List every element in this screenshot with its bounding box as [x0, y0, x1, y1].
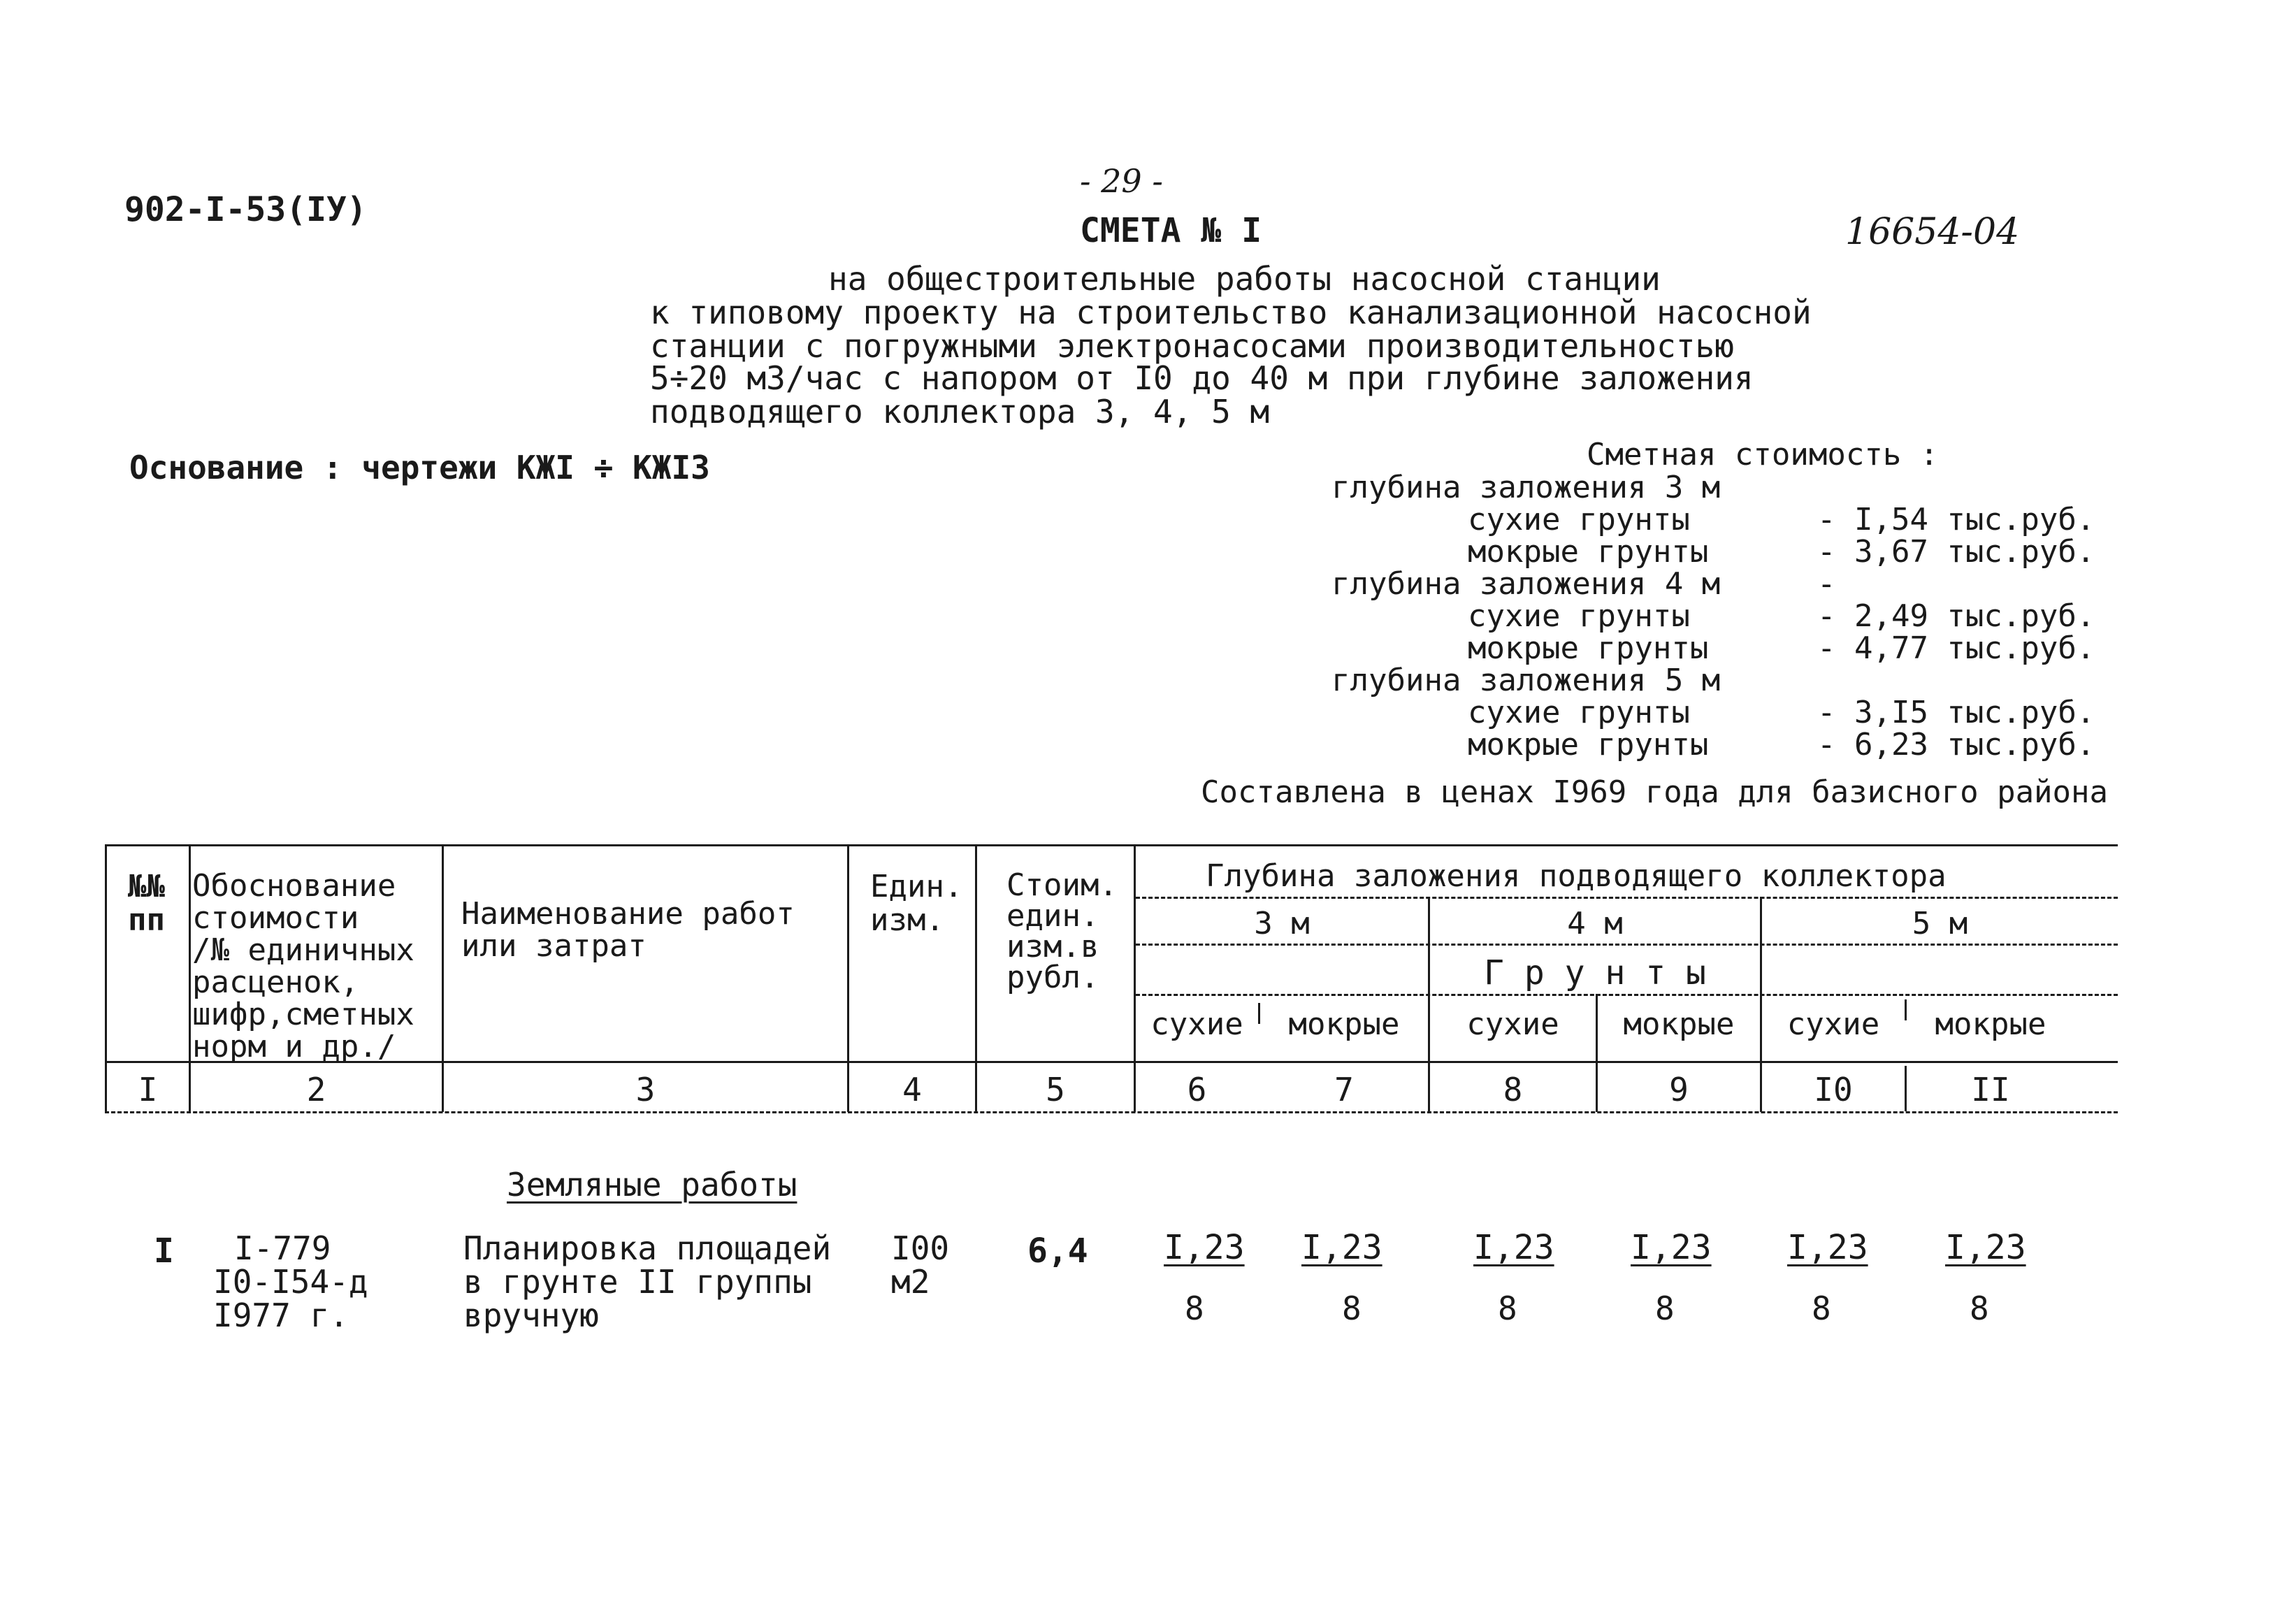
- table-top-rule: [105, 844, 2118, 846]
- basis-text: I977 г.: [213, 1296, 349, 1334]
- handwritten-number: 16654-04: [1845, 211, 2020, 253]
- column-number: 7: [1334, 1071, 1354, 1108]
- soil-type-header: сухие: [1150, 1006, 1243, 1042]
- header-text: пп: [128, 902, 165, 938]
- column-number: 8: [1503, 1071, 1523, 1108]
- table-rule: [1136, 944, 2118, 946]
- table-rule: [1136, 994, 2118, 996]
- prices-note: Составлена в ценах I969 года для базисного района: [1201, 774, 2109, 810]
- row-value: I,23: [1631, 1228, 1712, 1267]
- soil-type-header: сухие: [1786, 1006, 1880, 1042]
- header-col1: [128, 870, 165, 937]
- estimate-value: - 3,67 тыс.руб.: [1817, 534, 2095, 570]
- subtitle-line: на общестроительные работы насосной станции: [828, 260, 1661, 298]
- unit-text: м2: [891, 1263, 930, 1301]
- header-text: изм.: [870, 902, 944, 938]
- column-number: I: [138, 1071, 158, 1108]
- column-number: 5: [1046, 1071, 1065, 1108]
- soil-type-header: сухие: [1466, 1006, 1559, 1042]
- header-text: шифр,сметных: [192, 997, 414, 1032]
- row-value: I,23: [1473, 1228, 1554, 1267]
- depth-header-5m: 5 м: [1912, 906, 1968, 941]
- depth-group-label: глубина заложения 3 м: [1331, 470, 1721, 505]
- soil-type-label: мокрые грунты: [1468, 534, 1709, 570]
- column-number: 6: [1187, 1071, 1207, 1108]
- row-subvalue: 8: [1970, 1289, 1989, 1327]
- work-name-text: в грунте II группы: [463, 1263, 812, 1301]
- column-number: I0: [1814, 1071, 1853, 1108]
- header-col3: [461, 898, 795, 962]
- basis-text: I-779: [234, 1229, 331, 1267]
- header-text: или затрат: [461, 928, 647, 964]
- header-text: №№: [128, 869, 165, 904]
- header-text: норм и др./: [192, 1029, 396, 1064]
- header-col2: [192, 870, 414, 1063]
- estimate-heading: Сметная стоимость :: [1587, 437, 1939, 472]
- header-text: Стоим.: [1006, 867, 1118, 903]
- estimate-value: - 4,77 тыс.руб.: [1817, 630, 2095, 666]
- soil-type-header: мокрые: [1935, 1006, 2046, 1042]
- basis-text: I0-I54-д: [213, 1263, 368, 1301]
- work-name-text: Планировка площадей: [463, 1229, 832, 1267]
- table-bottom-rule: [105, 1111, 2118, 1113]
- page-title: СМЕТА № I: [1080, 211, 1262, 250]
- unit-text: I00: [891, 1229, 950, 1267]
- subtitle-line: подводящего коллектора 3, 4, 5 м: [650, 393, 1270, 431]
- row-value: I,23: [1164, 1228, 1245, 1267]
- row-subvalue: 8: [1342, 1289, 1362, 1327]
- soil-type-label: мокрые грунты: [1468, 630, 1709, 666]
- soil-type-label: сухие грунты: [1468, 598, 1690, 634]
- row-unit: [891, 1231, 949, 1299]
- header-text: рубл.: [1006, 960, 1099, 995]
- table-rule: [1136, 897, 2118, 899]
- depth-header-3m: 3 м: [1254, 906, 1310, 941]
- soil-type-header: мокрые: [1288, 1006, 1400, 1042]
- header-text: Обоснование: [192, 868, 396, 904]
- work-name-text: вручную: [463, 1296, 599, 1334]
- row-subvalue: 8: [1185, 1289, 1204, 1327]
- depth-header-4m: 4 м: [1567, 906, 1623, 941]
- header-text: Наименование работ: [461, 896, 795, 932]
- column-number: 2: [306, 1071, 326, 1108]
- row-value: I,23: [1945, 1228, 2026, 1267]
- row-subvalue: 8: [1655, 1289, 1675, 1327]
- header-text: един.: [1006, 898, 1099, 934]
- subtitle-line: станции с погружными электронасосами производительностью: [650, 327, 1734, 365]
- depth-group-header: Глубина заложения подводящего коллектора: [1206, 858, 1947, 894]
- document-code: 902-I-53(IУ): [124, 190, 367, 229]
- estimate-value: - 3,I5 тыс.руб.: [1817, 695, 2095, 730]
- header-col5: [1006, 867, 1118, 995]
- row-number: I: [154, 1231, 174, 1271]
- soils-header: Г р у н т ы: [1484, 953, 1706, 992]
- soil-type-label: сухие грунты: [1468, 695, 1690, 730]
- row-subvalue: 8: [1812, 1289, 1831, 1327]
- header-text: расценок,: [192, 964, 359, 1000]
- depth-group-label: глубина заложения 4 м: [1331, 566, 1721, 602]
- subtitle-line: к типовому проекту на строительство канализационной насосной: [650, 294, 1812, 331]
- header-col4: [870, 870, 962, 937]
- depth-group-label: глубина заложения 5 м: [1331, 663, 1721, 698]
- soil-type-label: сухие грунты: [1468, 502, 1690, 537]
- column-number: 9: [1669, 1071, 1689, 1108]
- header-text: /№ единичных: [192, 932, 414, 968]
- section-title: Земляные работы: [507, 1166, 797, 1204]
- estimate-value: - 6,23 тыс.руб.: [1817, 727, 2095, 763]
- header-text: Един.: [870, 869, 963, 904]
- row-value: I,23: [1301, 1228, 1382, 1267]
- row-basis: [213, 1231, 368, 1332]
- page-number: - 29 -: [1080, 162, 1163, 200]
- column-number: 4: [902, 1071, 922, 1108]
- estimate-value: - I,54 тыс.руб.: [1817, 502, 2095, 537]
- row-work-name: [463, 1231, 831, 1332]
- column-number: II: [1971, 1071, 2010, 1108]
- row-subvalue: 8: [1498, 1289, 1517, 1327]
- row-value: I,23: [1787, 1228, 1868, 1267]
- basis-line: Основание : чертежи КЖI ÷ КЖI3: [129, 449, 710, 486]
- estimate-dash: -: [1817, 566, 1836, 602]
- soil-type-header: мокрые: [1623, 1006, 1735, 1042]
- subtitle-line: 5÷20 м3/час с напором от I0 до 40 м при глубине заложения: [650, 359, 1754, 397]
- header-text: стоимости: [192, 900, 359, 936]
- estimate-value: - 2,49 тыс.руб.: [1817, 598, 2095, 634]
- header-text: изм.в: [1006, 929, 1099, 964]
- column-number: 3: [635, 1071, 656, 1108]
- row-unit-price: 6,4: [1027, 1231, 1088, 1271]
- soil-type-label: мокрые грунты: [1468, 727, 1709, 763]
